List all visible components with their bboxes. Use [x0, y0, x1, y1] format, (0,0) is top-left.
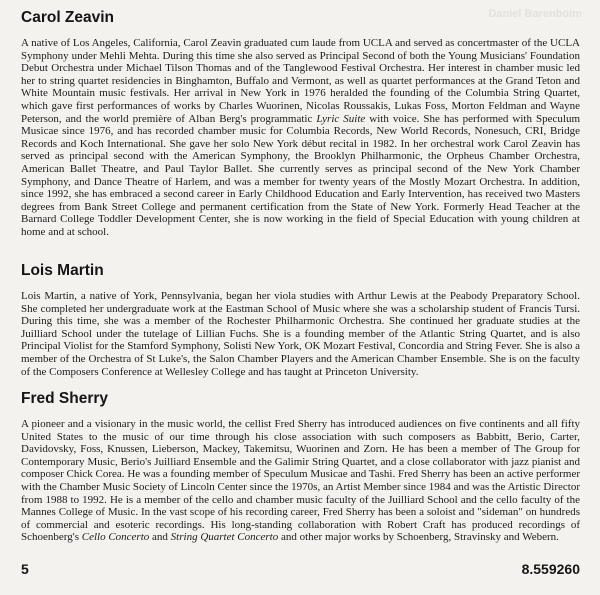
bio-fred-sherry [21, 418, 580, 544]
bio-lois-martin: Lois Martin, a native of York, Pennsylvania, began her viola studies with Arthur Lewis at the Peabody Preparatory School. She completed her undergraduate work at the Eastman School of Music where she was a scholarship student of Francis Tursi. During this time, she was a member of the Rochester Philharmonic Orchestra. She continued her graduate studies at the Juilliard School under the tutelage of Lillian Fuchs. She is a founding member of the Atlantic String Quartet, and is also Principal Violist for the Stamford Symphony, Solisti New York, OK Mozart Festival, Concordia and String Fever. She is also a member of the Orchestra of St Luke's, the Salon Chamber Players and the American Chamber Ensemble. She is on the faculty of the Composers Conference at Wellesley College and has taught at Princeton University. [21, 290, 580, 378]
bio-text: A pioneer and a visionary in the music world, the cellist Fred Sherry has introduced audiences on five continents and all fifty United States to the music of our time through his close association with such composers as Babbitt, Berio, Carter, Davidovsky, Foss, Knussen, Lieberson, Mackey, Takemitsu, Wuorinen and Zorn. He has been a member of The Group for Contemporary Music, Berio's Juilliard Ensemble and the Galimir String Quartet, and a close collaborator with jazz pianist and composer Chick Corea. He was a founding member of Speculum Musicae and Tashi. Fred Sherry has been an active performer with the Chamber Music Society of Lincoln Center since the 1970s, an Artist Member since 1984 and was the Artistic Director from 1988 to 1992. He is a member of the cello and chamber music faculty of the Juilliard School and the cello faculty of the Mannes College of Music. In the vast scope of his recording career, Fred Sherry has been a soloist and "sideman" on hundreds of commercial and esoteric recordings. His long-standing collaboration with Robert Craft has produced recordings of Schoenberg's [21, 418, 580, 544]
bio-text: and other major works by Schoenberg, Stravinsky and Webern. [278, 531, 559, 544]
bio-carol-zeavin [21, 37, 580, 239]
heading-fred-sherry: Fred Sherry [21, 390, 109, 407]
work-title: Cello Concerto [81, 531, 150, 544]
work-title: Lyric Suite [316, 112, 366, 125]
page-number: 5 [21, 561, 29, 577]
bio-text: and [149, 531, 171, 544]
bleed-through-text: Daniel Barenboim [488, 8, 582, 20]
heading-carol-zeavin: Carol Zeavin [21, 9, 115, 26]
heading-lois-martin: Lois Martin [21, 262, 104, 279]
work-title: String Quartet Concerto [170, 531, 279, 544]
catalog-number: 8.559260 [521, 561, 580, 577]
bio-text: with voice. She has performed with Speculum Musicae since 1976, and has recorded chamber music for Columbia Records, New World Records, Nonesuch, CRI, Bridge Records and Koch International. She gave her solo New York début recital in 1982. In her orchestral work Carol Zeavin has served as principal second with the American Symphony, the Brooklyn Philharmonic, the Orpheus Chamber Orchestra, American Ballet Theatre, and Paul Taylor Ballet. She currently serves as principal second of the New York Chamber Symphony, and Dance Theatre of Harlem, and was a member for twenty years of the Mostly Mozart Orchestra. In addition, since 1992, she has embraced a second career in Early Childhood Education and Early Intervention, has received two Masters degrees from Bank Street College and permanent certification from the State of New York. Formerly Head Teacher at the Barnard College Toddler Development Center, she is now working in the field of Special Education with young children at home and at school. [21, 112, 580, 238]
bio-text: A native of Los Angeles, California, Carol Zeavin graduated cum laude from UCLA and served as concertmaster of the UCLA Symphony under Mehli Mehta. During this time she also served as Principal Second of both the Young Musicians' Foundation Debut Orchestra under Michael Tilson Thomas and of the Tanglewood Festival Orchestra. Her interest in chamber music led her to string quartet residencies in Binghamton, Buffalo and Vermont, as well as quartet performances at the Grand Teton and White Mountain music festivals. Her arrival in New York in 1976 heralded the founding of the Columbia String Quartet, which gave first performances of works by Charles Wuorinen, Nicolas Roussakis, Lukas Foss, Morton Feldman and Wayne Peterson, and the world première of Alban Berg's programmatic [21, 37, 580, 125]
